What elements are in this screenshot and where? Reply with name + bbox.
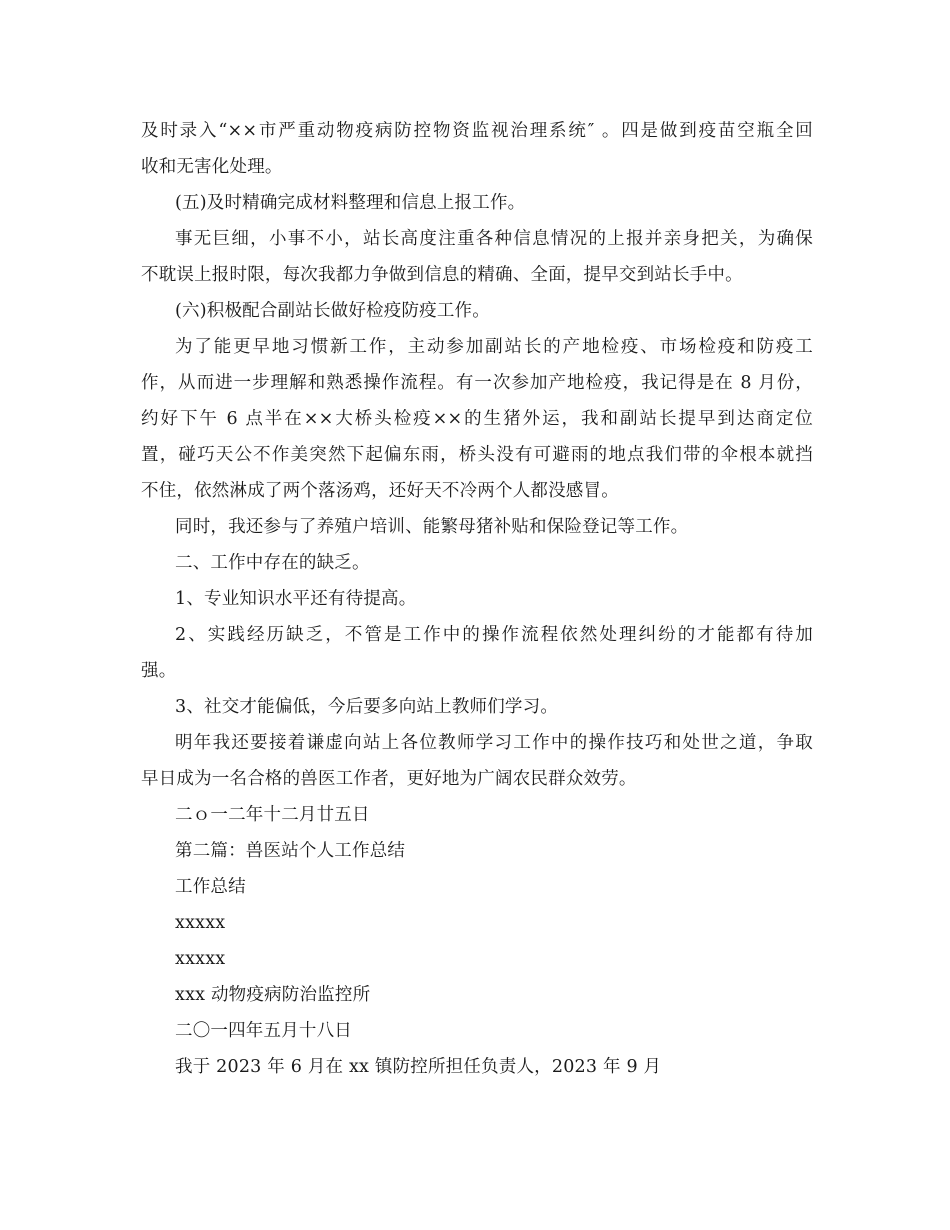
text-line: 不住，依然淋成了两个落汤鸡，还好天不冷两个人都没感冒。 <box>141 481 619 501</box>
section-heading: (五)及时精确完成材料整理和信息上报工作。 <box>175 193 526 213</box>
text-line: 早日成为一名合格的兽医工作者，更好地为广阔农民群众效劳。 <box>141 769 637 789</box>
date-line: 二〇一四年五月十八日 <box>175 1021 352 1041</box>
author-placeholder: xxxxx <box>175 949 226 969</box>
text-line: 事无巨细，小事不小，站长高度注重各种信息情况的上报并亲身把关，为确保 <box>175 229 813 249</box>
text-line: 明年我还要接着谦虚向站上各位教师学习工作中的操作技巧和处世之道，争取 <box>175 733 813 753</box>
text-line: 收和无害化处理。 <box>141 157 283 177</box>
text-line: 不耽误上报时限，每次我都力争做到信息的精确、全面，提早交到站长手中。 <box>141 265 743 285</box>
document-title: 工作总结 <box>175 877 246 897</box>
organization-name: xxx 动物疫病防治监控所 <box>175 985 371 1005</box>
text-line: 约好下午 6 点半在××大桥头检疫××的生猪外运，我和副站长提早到达商定位 <box>141 409 813 429</box>
text-line: 及时录入“××市严重动物疫病防控物资监视治理系统″ 。四是做到疫苗空瓶全回 <box>141 121 813 141</box>
section-heading: (六)积极配合副站长做好检疫防疫工作。 <box>175 301 490 321</box>
text-line: 同时，我还参与了养殖户培训、能繁母猪补贴和保险登记等工作。 <box>175 517 689 537</box>
chapter-title: 第二篇：兽医站个人工作总结 <box>175 841 406 861</box>
author-placeholder: xxxxx <box>175 913 226 933</box>
text-line: 我于 2023 年 6 月在 xx 镇防控所担任负责人，2023 年 9 月 <box>175 1057 662 1077</box>
text-line: 强。 <box>141 661 177 681</box>
document-body <box>141 113 813 1085</box>
date-line: 二ｏ一二年十二月廿五日 <box>175 805 370 825</box>
text-line: 为了能更早地习惯新工作，主动参加副站长的产地检疫、市场检疫和防疫工 <box>175 337 813 357</box>
list-item: 1、专业知识水平还有待提高。 <box>175 589 417 609</box>
text-line: 置，碰巧天公不作美突然下起偏东雨，桥头没有可避雨的地点我们带的伞根本就挡 <box>141 445 813 465</box>
section-heading: 二、工作中存在的缺乏。 <box>175 553 370 573</box>
list-item: 3、社交才能偏低，今后要多向站上教师们学习。 <box>175 697 559 717</box>
text-line: 作，从而进一步理解和熟悉操作流程。有一次参加产地检疫，我记得是在 8 月份， <box>141 373 813 393</box>
list-item: 2、实践经历缺乏，不管是工作中的操作流程依然处理纠纷的才能都有待加 <box>175 625 813 645</box>
